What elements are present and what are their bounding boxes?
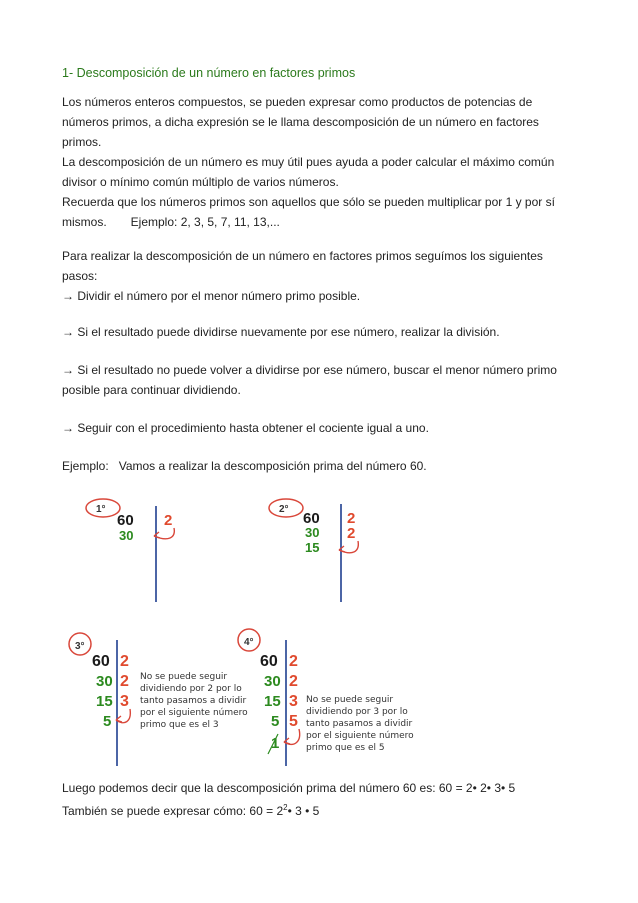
example-text: Vamos a realizar la descomposición prima del número 60. xyxy=(118,459,427,473)
figure-4-note-line-3: tanto pasamos a dividir xyxy=(306,719,413,729)
figure-2-divisor-2: 2 xyxy=(347,525,356,542)
steps-intro-line-2: pasos: xyxy=(62,269,98,283)
figure-2-divisor-1: 2 xyxy=(347,510,356,527)
step-4: → Seguir con el procedimiento hasta obtener el cociente igual a uno. xyxy=(62,421,429,435)
figure-1-dividend-1: 60 xyxy=(117,512,134,529)
exponent: 2 xyxy=(283,803,288,812)
steps-intro-line-1: Para realizar la descomposición de un número en factores primos seguímos los siguientes xyxy=(62,249,543,263)
figure-4-note-line-5: primo que es el 5 xyxy=(306,743,385,753)
figure-2-dividend-1: 60 xyxy=(303,510,320,527)
figure-1-dividend-2: 30 xyxy=(119,528,134,543)
figure-4-divisor-2: 2 xyxy=(289,673,298,690)
step-1: → Dividir el número por el menor número primo posible. xyxy=(62,289,361,303)
figure-3-dividend-4: 5 xyxy=(103,713,112,730)
figure-step-1 xyxy=(84,494,204,604)
figure-4-dividend-4: 5 xyxy=(271,713,280,730)
figure-3-note-line-2: dividiendo por 2 por lo xyxy=(140,684,242,694)
intro-line-6: Recuerda que los números primos son aquellos que sólo se pueden multiplicar por 1 y por sí xyxy=(62,195,555,209)
step-3-line-1: → Si el resultado no puede volver a dividirse por ese número, buscar el menor número primo xyxy=(62,363,557,377)
conclusion-line-2-end: • 3 • 5 xyxy=(287,804,320,818)
primes-example: Ejemplo: 2, 3, 5, 7, 11, 13,... xyxy=(130,215,280,229)
intro-line-1: Los números enteros compuestos, se pueden expresar como productos de potencias de xyxy=(62,95,533,109)
conclusion-line-1: Luego podemos decir que la descomposición prima del número 60 es: 60 = 2• 2• 3• 5 xyxy=(62,781,516,795)
figure-4-dividend-5: 1 xyxy=(271,735,280,752)
figure-3-divisor-1: 2 xyxy=(120,653,129,670)
figure-3-step-label: 3° xyxy=(75,641,85,652)
conclusion-line-2 xyxy=(62,798,582,821)
figure-2-step-label: 2° xyxy=(279,504,289,515)
figure-4-divisor-1: 2 xyxy=(289,653,298,670)
figure-4-divisor-4: 5 xyxy=(289,713,298,730)
figure-4-note-line-4: por el siguiente número xyxy=(306,731,414,741)
conclusion-line-2-start: También se puede expresar cómo: 60 = 2 xyxy=(62,804,284,818)
step-3-line-2: posible para continuar dividiendo. xyxy=(62,383,241,397)
figure-4-dividend-1: 60 xyxy=(260,653,278,670)
example-label: Ejemplo: xyxy=(62,459,109,473)
figure-1-divisor-1: 2 xyxy=(164,512,173,529)
figure-4-dividend-3: 15 xyxy=(264,693,281,710)
figure-4-note-line-2: dividiendo por 3 por lo xyxy=(306,707,408,717)
figure-3-divisor-2: 2 xyxy=(120,673,129,690)
figure-step-2 xyxy=(266,494,386,604)
figure-4-dividend-2: 30 xyxy=(264,673,281,690)
figure-step-4 xyxy=(236,624,414,768)
figure-3-note-line-1: No se puede seguir xyxy=(140,672,228,682)
intro-line-7-start: mismos. xyxy=(62,215,107,229)
figure-4-note-line-1: No se puede seguir xyxy=(306,695,394,705)
step-2: → Si el resultado puede dividirse nuevamente por ese número, realizar la división. xyxy=(62,325,500,339)
figure-4-divisor-3: 3 xyxy=(289,693,298,710)
example-line xyxy=(62,456,582,476)
figure-2-dividend-3: 15 xyxy=(305,540,320,555)
figure-3-note-line-3: tanto pasamos a dividir xyxy=(140,696,247,706)
intro-line-3: primos. xyxy=(62,135,102,149)
figure-1-step-label: 1° xyxy=(96,504,106,515)
intro-line-5: divisor o mínimo común múltiplo de varios números. xyxy=(62,175,339,189)
figure-step-3 xyxy=(64,628,248,768)
figure-3-note-line-5: primo que es el 3 xyxy=(140,720,219,730)
intro-line-2: números primos, a dicha expresión se le llama descomposición de un número en factores xyxy=(62,115,539,129)
figure-3-dividend-3: 15 xyxy=(96,693,113,710)
figure-3-divisor-3: 3 xyxy=(120,693,129,710)
intro-line-4: La descomposición de un número es muy útil pues ayuda a poder calcular el máximo común xyxy=(62,155,555,169)
figure-3-note-line-4: por el siguiente número xyxy=(140,708,248,718)
figure-2-dividend-2: 30 xyxy=(305,525,320,540)
figure-3-dividend-1: 60 xyxy=(92,653,110,670)
figure-3-dividend-2: 30 xyxy=(96,673,113,690)
section-title: 1- Descomposición de un número en factores primos xyxy=(62,66,356,80)
intro-line-7 xyxy=(62,212,582,232)
figure-4-step-label: 4° xyxy=(244,637,254,648)
